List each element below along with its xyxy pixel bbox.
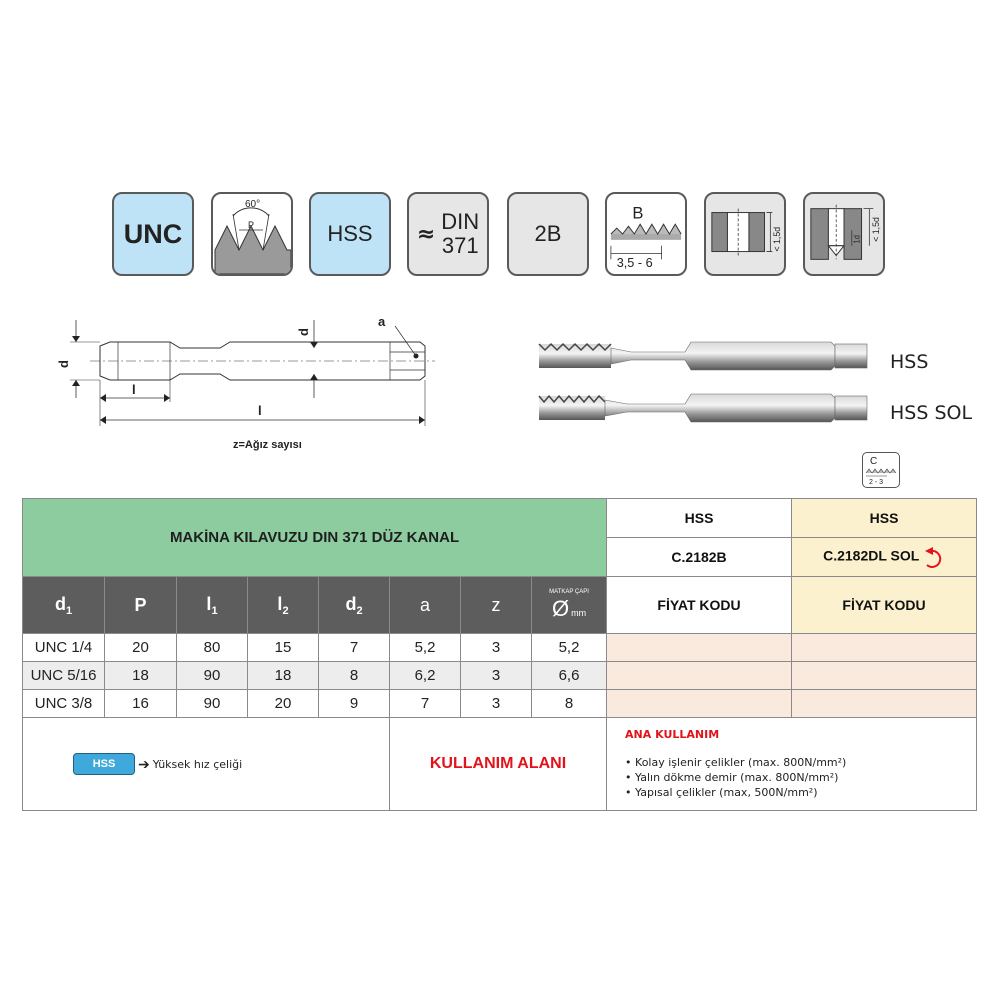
tolerance-icon xyxy=(507,192,589,276)
material-header-2: HSS xyxy=(792,499,977,538)
legend-text: Yüksek hız çeliği xyxy=(152,757,243,771)
through-hole-icon xyxy=(704,192,786,276)
header-d2: $d_2$ xyxy=(319,577,390,634)
usage-item: • Kolay işlenir çelikler (max. 800N/mm²) xyxy=(625,756,847,769)
code-header-2-label: C.2182DL SOL xyxy=(823,547,920,564)
price-cell xyxy=(792,662,977,690)
column-header-row xyxy=(23,577,977,634)
header-l2: $l_2$ xyxy=(248,577,319,634)
tolerance-label: 2B xyxy=(534,221,562,246)
main-usage-label: ANA KULLANIM xyxy=(625,728,720,741)
din-number: 371 xyxy=(441,233,479,258)
chamfer-c-icon xyxy=(862,452,900,488)
mini-chamfer-range: 2 - 3 xyxy=(869,479,884,486)
dim-d1-label: d xyxy=(56,360,71,368)
header-l1: $l_1$ xyxy=(177,577,248,634)
chamfer-form-icon xyxy=(605,192,687,276)
header-z: z xyxy=(461,577,532,634)
usage-item: • Yapısal çelikler (max, 500N/mm²) xyxy=(625,786,818,799)
dim-a-label: a xyxy=(378,314,386,329)
drawing-caption: z=Ağız sayısı xyxy=(233,439,302,451)
tap-hss-sol-image xyxy=(539,394,867,422)
din-standard-icon xyxy=(407,192,489,276)
usage-cell xyxy=(607,718,977,811)
depth2-label: < 1,5d xyxy=(871,217,882,242)
chamfer-range: 3,5 - 6 xyxy=(616,256,653,271)
left-hand-arrow-icon xyxy=(923,545,945,569)
code-header-1: C.2182B xyxy=(607,538,792,577)
unc-icon xyxy=(112,192,194,276)
usage-item: • Yalın dökme demir (max. 800N/mm²) xyxy=(625,771,839,784)
header-d1: $d_1$ xyxy=(23,577,105,634)
table-title: MAKİNA KILAVUZU DIN 371 DÜZ KANAL xyxy=(23,499,607,577)
arrow-right-icon: ➔ xyxy=(138,755,150,772)
dim-d2-label: d xyxy=(296,328,311,336)
code-header-2 xyxy=(792,538,977,577)
thread-profile-icon xyxy=(211,192,293,276)
drill-header-unit: mm xyxy=(571,608,587,618)
header-drill xyxy=(532,577,607,634)
diameter-icon: Ø xyxy=(551,596,570,621)
legend-hss-badge: HSS xyxy=(73,753,135,775)
price-cell xyxy=(607,690,792,718)
tap2-label: HSS SOL xyxy=(890,402,973,424)
dim-l1-label: l xyxy=(258,403,262,418)
price-cell xyxy=(792,634,977,662)
chamfer-letter: B xyxy=(632,203,644,223)
mini-chamfer-letter: C xyxy=(870,456,878,467)
header-p: P xyxy=(105,577,177,634)
din-label: DIN xyxy=(441,209,480,234)
product-table xyxy=(22,498,977,811)
depth-label: < 1,5d xyxy=(772,226,783,252)
tap-dimension-drawing xyxy=(50,310,450,460)
table-row: UNC 1/4 20 80 15 7 5,2 3 5,2 xyxy=(23,634,977,662)
legend-cell xyxy=(23,718,390,811)
price-header-2: FİYAT KODU xyxy=(792,577,977,634)
hss-material-icon xyxy=(309,192,391,276)
unc-label: UNC xyxy=(123,218,183,249)
table-row: UNC 3/8 16 90 20 9 7 3 8 xyxy=(23,690,977,718)
price-cell xyxy=(607,634,792,662)
depth2-inner-label: 1d xyxy=(852,235,862,244)
drill-header-top: MATKAP ÇAPI xyxy=(549,589,589,595)
tap-hss-image xyxy=(539,342,867,370)
approx-symbol: ≈ xyxy=(416,221,436,247)
hss-material-label: HSS xyxy=(327,221,373,246)
dim-l2-label: l xyxy=(132,382,136,397)
price-cell xyxy=(607,662,792,690)
blind-hole-icon xyxy=(803,192,885,276)
footer-row xyxy=(23,718,977,811)
price-cell xyxy=(792,690,977,718)
usage-area-label: KULLANIM ALANI xyxy=(390,718,607,811)
tap1-label: HSS xyxy=(890,351,929,373)
tap-photos xyxy=(535,330,880,440)
material-header-1: HSS xyxy=(607,499,792,538)
table-row: UNC 5/16 18 90 18 8 6,2 3 6,6 xyxy=(23,662,977,690)
header-a: a xyxy=(390,577,461,634)
price-header-1: FİYAT KODU xyxy=(607,577,792,634)
thread-angle-label: 60° xyxy=(245,199,261,210)
thread-pitch-label: P xyxy=(248,220,255,230)
